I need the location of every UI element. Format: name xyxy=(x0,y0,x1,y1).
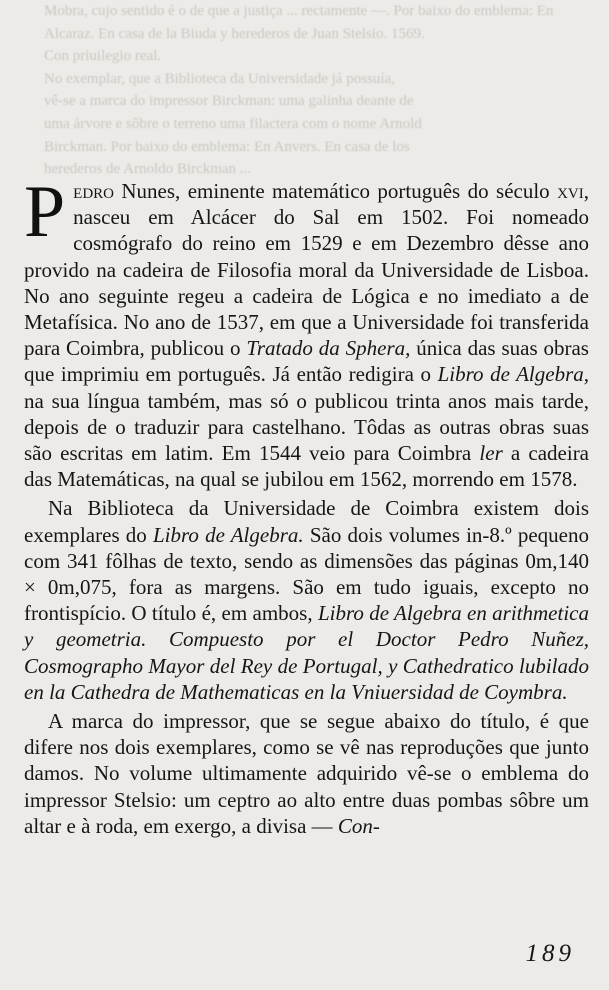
text-run: Libro de Algebra, xyxy=(437,362,589,387)
text-run: São dois volumes in-8.º pequeno com 341 fôlhas de texto, sendo as dimensões das páginas 0m,140 × 0m,075, fora as margens. São em tudo iguais, excepto no frontispício. O título é, em ambos, xyxy=(24,522,589,626)
bleed-line: No exemplar, que a Biblioteca da Universidade já possuía, xyxy=(44,70,395,87)
paragraph-3-runs xyxy=(24,709,589,838)
text-run: , nasceu em Alcácer do Sal em 1502. Foi nomeado cosmógrafo do reino em 1529 e em Dezembro dêsse ano provido na cadeira de Filosofia moral da Universidade de Lisboa. No ano seguinte regeu a cadeira de Lógica e no imediato a de Metafísica. No ano de 1537, em que a Universidade foi transferida para Coimbra, publicou o xyxy=(24,179,589,361)
text-run: Nunes, eminente matemático português do século xyxy=(114,179,558,203)
text-run: a cadeira das Matemáticas, na qual se jubilou em 1562, morrendo em 1578. xyxy=(24,441,590,492)
paragraph-1 xyxy=(24,171,590,492)
bleed-line: herederos de Arnoldo Birckman ... xyxy=(44,161,252,178)
bleed-line: Con priuilegio real. xyxy=(44,48,162,65)
paragraph-3 xyxy=(24,708,589,839)
text-run: na sua língua também, mas só o publicou trinta anos mais tarde, depois de o traduzir para castelhano. Tôdas as outras obras suas são escritas em latim. Em 1544 veio para Coimbra xyxy=(24,388,589,466)
paragraph-1-runs xyxy=(24,171,590,492)
text-run: Libro de Algebra. xyxy=(153,522,304,547)
text-run: Libro de Algebra en arithmetica y geometria. Compuesto por el Doctor Pedro Nuñez, Cosmographo Mayor del Rey de Portugal, y Cathedratico lubilado en la Cathedra de Mathematicas en la Vniuersidad de Coymbra. xyxy=(24,601,589,704)
bleed-line: vê-se a marca do impressor Birckman: uma galinha deante de xyxy=(44,93,414,110)
text-run: A marca do impressor, que se segue abaixo do título, é que difere nos dois exemplares, como se vê nas reproduções que junto damos. No volume ultimamente adquirido vê-se o emblema do impressor Stelsio: um ceptro ao alto entre duas pombas sôbre um altar e à roda, em exergo, a divisa — xyxy=(24,709,589,838)
drop-cap: P xyxy=(24,171,66,253)
first-word-small-caps: edro xyxy=(73,179,114,203)
text-run: Tratado da Sphera, xyxy=(246,336,411,361)
text-run: única das suas obras que imprimiu em português. Já então redigira o xyxy=(24,336,589,387)
paragraph-2-runs xyxy=(24,496,589,703)
bleed-through-text xyxy=(44,0,604,181)
page-body xyxy=(24,171,590,839)
text-run: xvi xyxy=(557,179,584,203)
bleed-line: Alcaraz. En casa de la Biuda y herederos de Juan Stelsio. 1569. xyxy=(44,25,425,42)
text-run: Con- xyxy=(337,813,380,838)
page-number: 189 xyxy=(525,940,575,967)
text-run: ler xyxy=(479,441,503,466)
text-run: Na Biblioteca da Universidade de Coimbra existem dois exemplares do xyxy=(24,496,589,547)
bleed-line: Mobra, cujo sentido é o de que a justiça ... rectamente —. Por baixo do emblema: En xyxy=(44,3,554,19)
bleed-line: Birckman. Por baixo do emblema: En Anvers. En casa de los xyxy=(44,138,410,155)
bleed-line: uma árvore e sôbre o terreno uma filactera com o nome Arnold xyxy=(44,115,422,132)
paragraph-2 xyxy=(24,495,589,705)
